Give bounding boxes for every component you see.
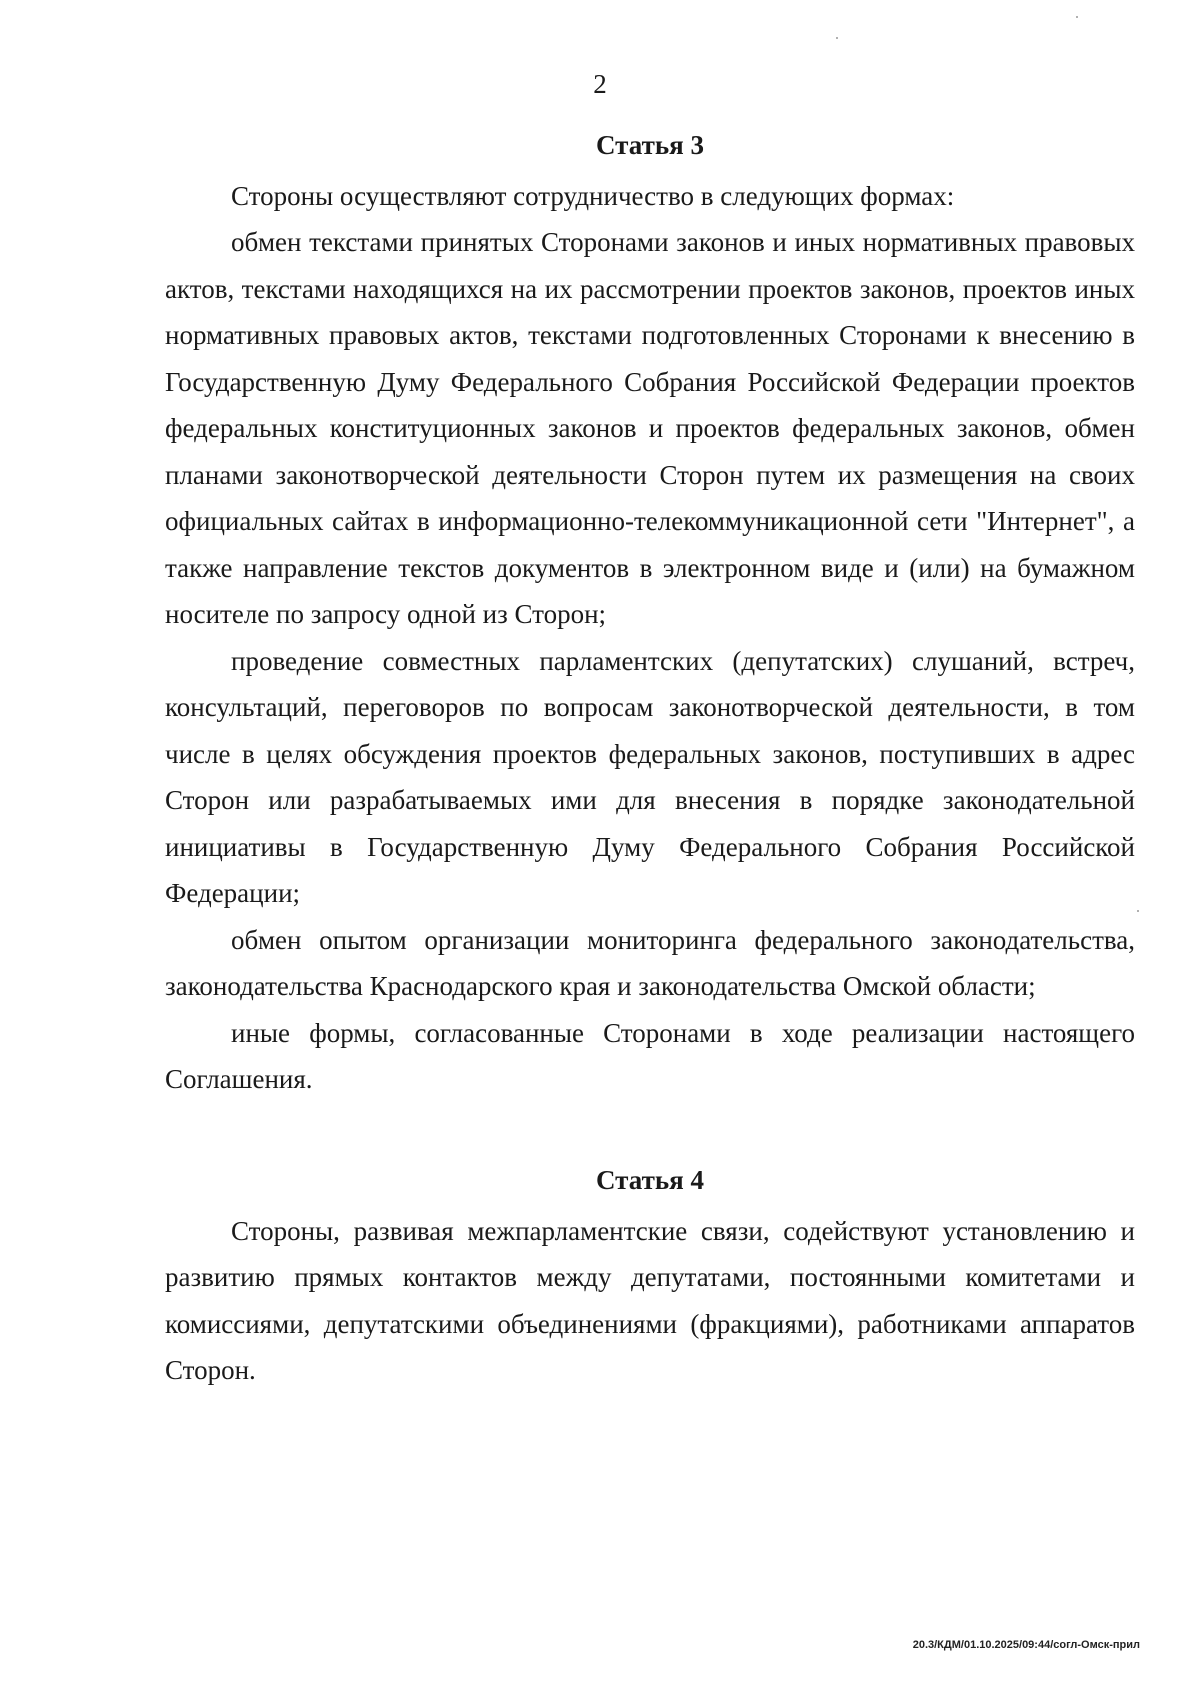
article-paragraph: проведение совместных парламентских (депутатских) слушаний, встреч, консультаций, переговоров по вопросам законотворческой деятельности, в том числе в целях обсуждения проектов федеральных законов, поступивших в адрес Сторон или разрабатываемых ими для внесения в порядке законодательной инициативы в Государственную Думу Федерального Собрания Российской Федерации; <box>165 645 1135 908</box>
article-title: Статья 4 <box>596 1165 704 1195</box>
article-paragraph: Стороны, развивая межпарламентские связи, содействуют установлению и развитию прямых контактов между депутатами, постоянными комитетами и комиссиями, депутатскими объединениями (фракциями), работниками аппаратов Сторон. <box>165 1215 1135 1385</box>
article-4 <box>165 1149 1135 1394</box>
document-footer-code: 20.3/КДМ/01.10.2025/09:44/согл-Омск-прил <box>912 1639 1140 1651</box>
article-3 <box>165 122 1135 1103</box>
scan-speck <box>836 37 838 39</box>
article-paragraph: Стороны осуществляют сотрудничество в следующих формах: <box>231 180 955 211</box>
document-body <box>165 122 1135 1394</box>
article-paragraph: иные формы, согласованные Сторонами в ходе реализации настоящего Соглашения. <box>165 1017 1135 1094</box>
scan-speck <box>1137 910 1139 912</box>
article-paragraph: обмен опытом организации мониторинга федерального законодательства, законодательства Краснодарского края и законодательства Омской области; <box>165 924 1135 1001</box>
article-title: Статья 3 <box>596 130 704 160</box>
scan-speck <box>1076 16 1078 18</box>
page-number: 2 <box>593 69 607 99</box>
article-paragraph: обмен текстами принятых Сторонами законов и иных нормативных правовых актов, текстами находящихся на их рассмотрении проектов законов, проектов иных нормативных правовых актов, текстами подготовленных Сторонами к внесению в Государственную Думу Федерального Собрания Российской Федерации проектов федеральных конституционных законов и проектов федеральных законов, обмен планами законотворческой деятельности Сторон путем их размещения на своих официальных сайтах в информационно-телекоммуникационной сети "Интернет", а также направление текстов документов в электронном виде и (или) на бумажном носителе по запросу одной из Сторон; <box>165 227 1135 629</box>
